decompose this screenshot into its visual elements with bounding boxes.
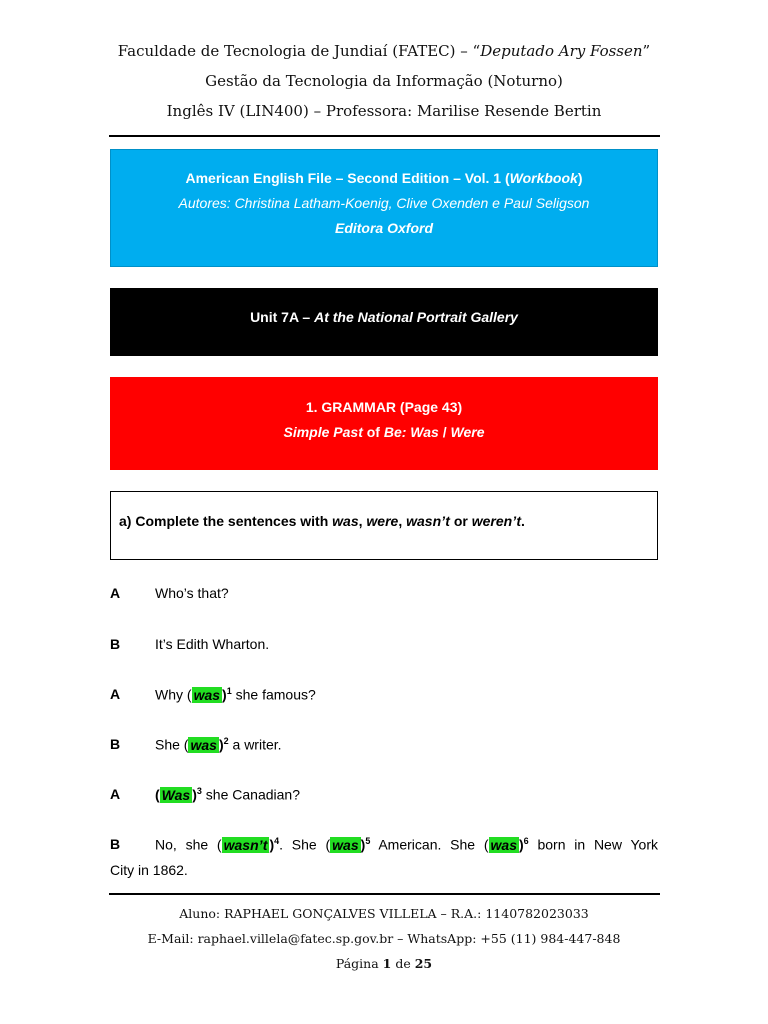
footer-student: Aluno: RAPHAEL GONÇALVES VILLELA – R.A.: 1140782023033 — [179, 906, 589, 921]
unit-box — [110, 288, 658, 356]
exercise-instruction-box — [110, 491, 658, 560]
answer-highlight: was — [332, 836, 359, 853]
dialogue-line — [110, 836, 658, 880]
speaker-label: A — [110, 585, 121, 601]
dialogue-continuation: City in 1862. — [110, 862, 188, 878]
header-course: Gestão da Tecnologia da Informação (Noturno) — [205, 72, 563, 90]
grammar-box — [110, 377, 658, 470]
dialogue-text: Who’s that? — [155, 585, 229, 601]
answer-highlight: was — [490, 836, 517, 853]
answer-highlight: Was — [161, 786, 191, 803]
speaker-label: A — [110, 686, 121, 702]
book-title: American English File – Second Edition – Vol. 1 (Workbook) — [185, 170, 583, 186]
grammar-subtitle: Simple Past of Be: Was / Were — [283, 424, 485, 440]
footer-divider — [109, 893, 660, 895]
header-subject: Inglês IV (LIN400) – Professora: Marilise Resende Bertin — [166, 102, 602, 120]
speaker-label: B — [110, 736, 121, 752]
dialogue-text: ( Was )$^3$ she Canadian? — [155, 786, 300, 803]
answer-highlight: wasn’t — [223, 836, 268, 853]
book-publisher: Editora Oxford — [334, 220, 433, 236]
grammar-title: 1. GRAMMAR (Page 43) — [305, 399, 463, 415]
unit-title: Unit 7A – At the National Portrait Gallery — [250, 309, 518, 325]
book-authors: Autores: Christina Latham-Koenig, Clive Oxenden e Paul Seligson — [178, 195, 590, 211]
dialogue-text: Why ( was )$^1$ she famous? — [155, 686, 316, 703]
speaker-label: B — [110, 836, 121, 852]
exercise-instruction: a) Complete the sentences with was, were, wasn’t or weren’t. — [119, 513, 525, 529]
book-info-box — [110, 149, 658, 267]
dialogue-text: She ( was )$^2$ a writer. — [155, 736, 282, 753]
dialogue-text: It’s Edith Wharton. — [155, 636, 270, 652]
header-honoree: Deputado Ary Fossen — [480, 42, 643, 60]
page-number: Página 1 de 25 — [335, 956, 433, 971]
dialogue-text: No, she ( wasn’t )$^4$. She ( was )$^5$ American. She ( was )$^6$ born in New York — [155, 836, 658, 853]
footer-contact: E-Mail: raphael.villela@fatec.sp.gov.br – WhatsApp: +55 (11) 984-447-848 — [147, 931, 621, 946]
speaker-label: A — [110, 786, 121, 802]
answer-highlight: was — [190, 736, 217, 753]
answer-highlight: was — [193, 686, 221, 703]
header-divider — [109, 135, 660, 137]
header-institution: Faculdade de Tecnologia de Jundiaí (FATEC) – “Deputado Ary Fossen” — [117, 42, 651, 60]
speaker-label: B — [110, 636, 121, 652]
